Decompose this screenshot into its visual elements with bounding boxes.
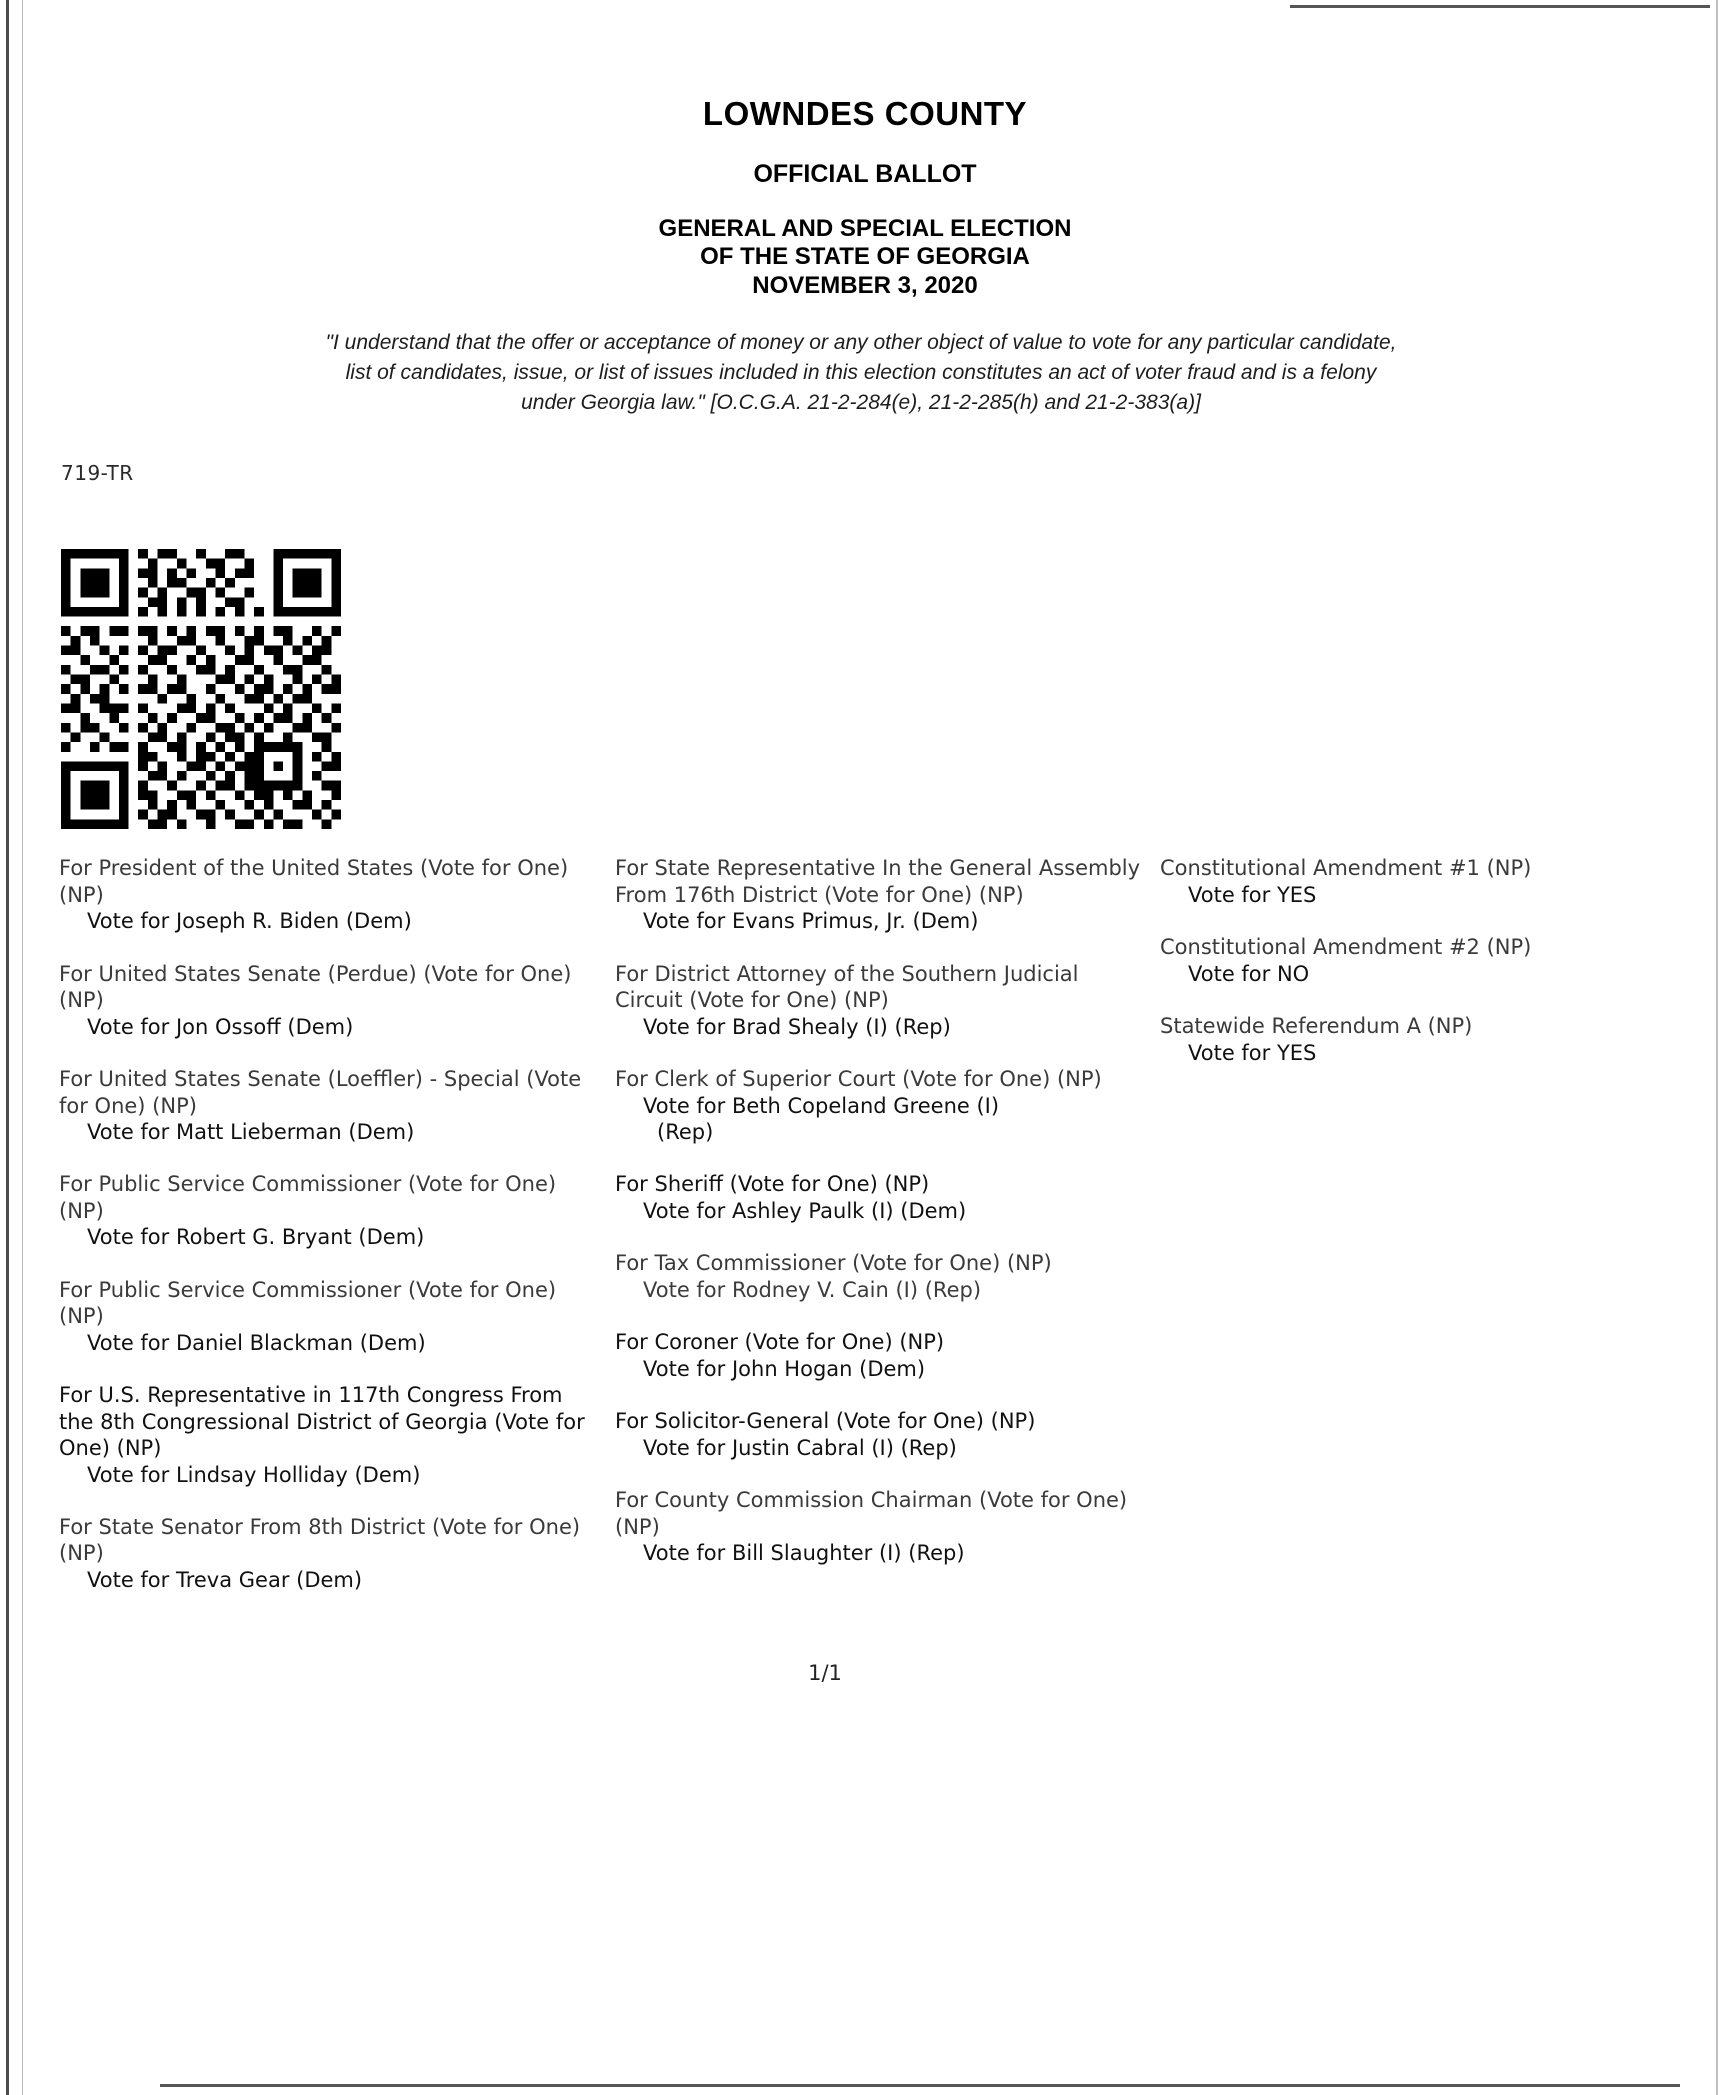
county-title: LOWNDES COUNTY [702, 95, 1028, 132]
contest-column-1 [55, 855, 615, 1619]
contest-column-3 [1160, 855, 1660, 1092]
contest-choice: Vote for Justin Cabral (I) (Rep) [643, 1435, 957, 1460]
oath-line-1: "I understand that the offer or acceptance of money or any other object of value to vote for any particular candidate, [325, 330, 1397, 354]
measure-choice: Vote for YES [1188, 1040, 1317, 1065]
oath-line-3: under Georgia law." [O.C.G.A. 21-2-284(e), 21-2-285(h) and 21-2-383(a)] [521, 390, 1201, 414]
contest-tax-commissioner [615, 1250, 1146, 1303]
contest-county-commission-chairman [615, 1487, 1146, 1566]
contest-title: For Public Service Commissioner (Vote for One) (NP) [59, 1172, 557, 1223]
contest-title: For United States Senate (Loeffler) - Special (Vote for One) (NP) [59, 1067, 582, 1118]
contest-clerk-of-superior-court [615, 1066, 1146, 1145]
contest-state-representative-176th [615, 855, 1146, 934]
election-title [55, 215, 1675, 300]
contest-choice: Vote for Matt Lieberman (Dem) [87, 1120, 415, 1144]
contest-column-2 [615, 855, 1160, 1592]
contest-choice: Vote for Bill Slaughter (I) (Rep) [643, 1540, 965, 1565]
contest-choice: Vote for Brad Shealy (I) (Rep) [643, 1014, 951, 1039]
contest-title: For Clerk of Superior Court (Vote for One) (NP) [615, 1067, 1102, 1092]
contest-choice: Vote for Robert G. Bryant (Dem) [87, 1225, 425, 1250]
scan-edge-left [6, 0, 9, 2095]
election-title-line1: GENERAL AND SPECIAL ELECTION [658, 215, 1072, 242]
contest-title: For U.S. Representative in 117th Congress From the 8th Congressional District of Georgia (Vote for One) (NP) [59, 1383, 585, 1461]
measure-choice: Vote for YES [1188, 882, 1317, 907]
measure-title: Constitutional Amendment #2 (NP) [1160, 935, 1532, 960]
ballot-style-id: 719-TR [61, 461, 134, 486]
contest-coroner [615, 1329, 1146, 1382]
contest-sheriff [615, 1171, 1146, 1224]
contest-public-service-commissioner-1 [59, 1171, 601, 1250]
contest-title: For State Senator From 8th District (Vote for One) (NP) [59, 1514, 581, 1566]
election-title-line2: OF THE STATE OF GEORGIA [700, 243, 1030, 271]
contest-choice: Vote for Ashley Paulk (I) (Dem) [643, 1198, 967, 1223]
qr-code-icon [61, 549, 341, 829]
contest-choice: Vote for Joseph R. Biden (Dem) [87, 909, 412, 934]
contest-solicitor-general [615, 1408, 1146, 1461]
contest-choice: Vote for Rodney V. Cain (I) (Rep) [643, 1277, 982, 1302]
contest-title: For Sheriff (Vote for One) (NP) [615, 1172, 930, 1197]
contest-choice: Vote for Beth Copeland Greene (I) [643, 1093, 1000, 1118]
contest-district-attorney [615, 961, 1146, 1040]
contest-title: For District Attorney of the Southern Judicial Circuit (Vote for One) (NP) [615, 961, 1079, 1013]
measure-constitutional-amendment-2 [1160, 934, 1660, 987]
ballot-content [55, 0, 1675, 1685]
oath-line-2: list of candidates, issue, or list of issues included in this election constitutes an act of voter fraud and is a felony [345, 360, 1377, 384]
contest-choice: Vote for John Hogan (Dem) [643, 1356, 926, 1381]
measure-choice: Vote for NO [1188, 961, 1310, 986]
contest-title: For President of the United States (Vote for One) (NP) [59, 856, 569, 907]
contest-state-senator-8th-district [59, 1514, 601, 1593]
scan-edge-bottom [160, 2084, 1680, 2087]
contest-title: For County Commission Chairman (Vote for One) (NP) [615, 1488, 1128, 1539]
contest-title: For Solicitor-General (Vote for One) (NP) [615, 1409, 1036, 1434]
contest-us-representative-8th-district [59, 1382, 601, 1488]
contest-choice: Vote for Lindsay Holliday (Dem) [87, 1462, 421, 1487]
contest-choice-continued: (Rep) [657, 1120, 714, 1144]
page-number: 1/1 [808, 1661, 842, 1686]
contest-title: For Coroner (Vote for One) (NP) [615, 1330, 945, 1355]
contest-title: For United States Senate (Perdue) (Vote for One) (NP) [59, 961, 572, 1013]
contest-public-service-commissioner-2 [59, 1277, 601, 1356]
official-ballot-title: OFFICIAL BALLOT [753, 160, 977, 188]
measure-constitutional-amendment-1 [1160, 855, 1660, 908]
contest-choice: Vote for Daniel Blackman (Dem) [87, 1330, 426, 1355]
scan-edge-right [1716, 0, 1718, 2095]
contest-title: For Public Service Commissioner (Vote for One) (NP) [59, 1277, 557, 1329]
contest-us-senate-loeffler-special [59, 1066, 601, 1145]
measure-title: Statewide Referendum A (NP) [1160, 1014, 1473, 1039]
contest-choice: Vote for Treva Gear (Dem) [87, 1567, 363, 1592]
measure-title: Constitutional Amendment #1 (NP) [1160, 856, 1532, 881]
contest-choice: Vote for Jon Ossoff (Dem) [87, 1014, 354, 1039]
contest-columns [55, 855, 1675, 1619]
election-date: NOVEMBER 3, 2020 [752, 271, 978, 299]
scan-edge-left-secondary [22, 0, 23, 2095]
measure-statewide-referendum-a [1160, 1013, 1660, 1066]
contest-title: For Tax Commissioner (Vote for One) (NP) [615, 1251, 1052, 1276]
contest-choice: Vote for Evans Primus, Jr. (Dem) [643, 909, 979, 934]
contest-title: For State Representative In the General Assembly From 176th District (Vote for One) (NP) [615, 856, 1141, 907]
contest-us-senate-perdue [59, 961, 601, 1040]
contest-president [59, 855, 601, 934]
voter-fraud-oath [55, 328, 1675, 417]
